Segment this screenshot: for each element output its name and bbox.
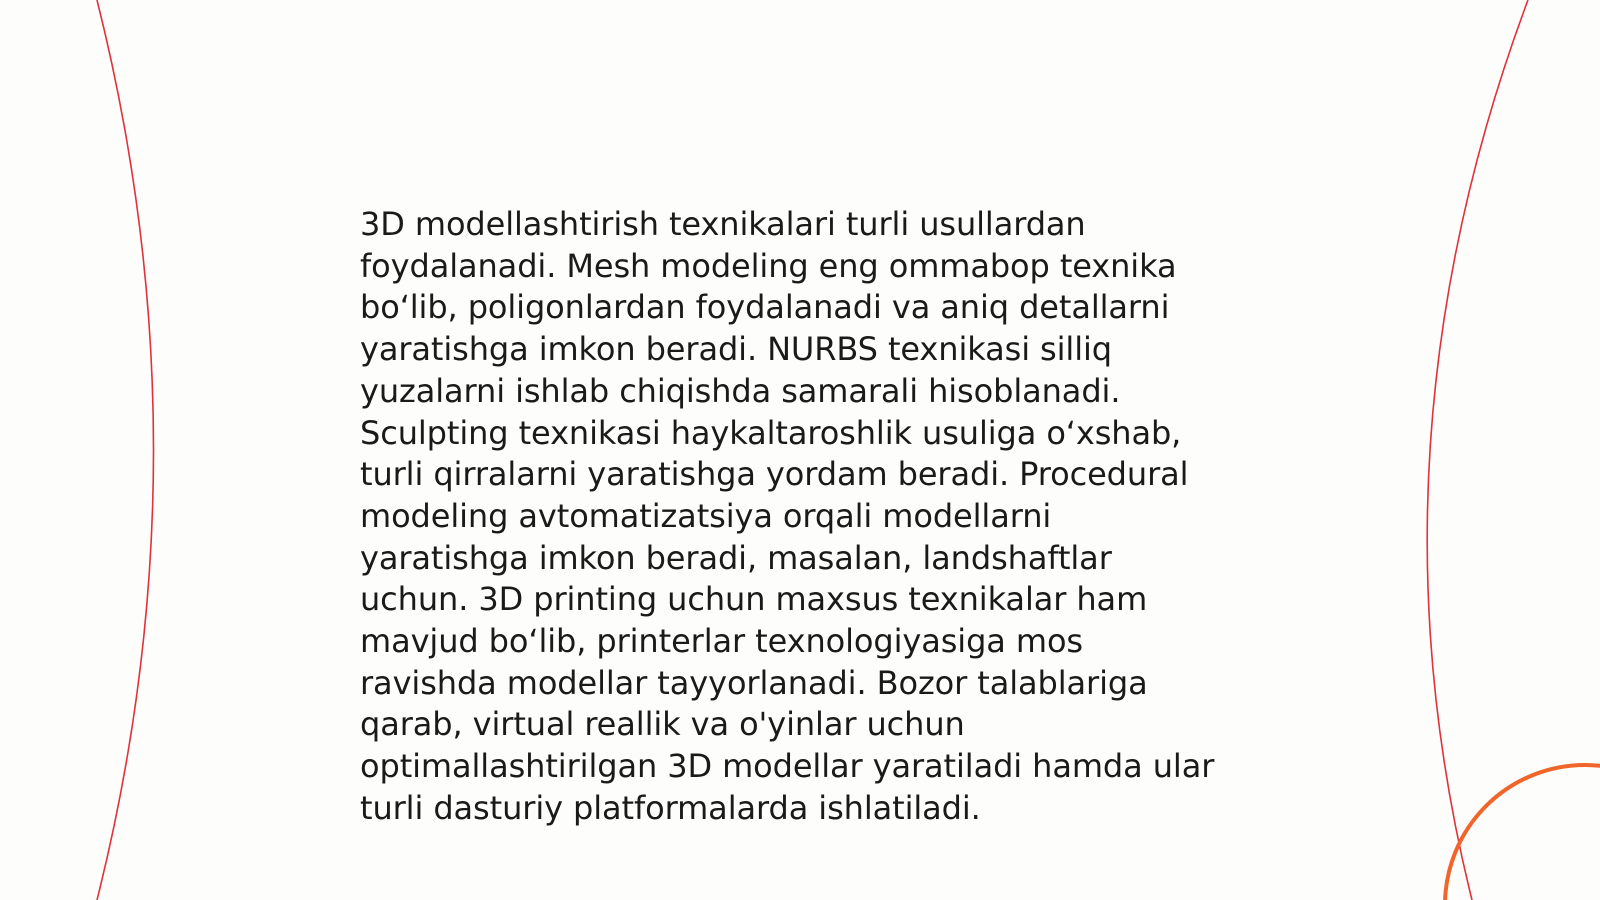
text-line: bo‘lib, poligonlardan foydalanadi va aniq detallarni: [360, 288, 1170, 327]
accent-circle: [1445, 765, 1600, 900]
text-line: yuzalarni ishlab chiqishda samarali hisoblanadi.: [360, 371, 1121, 410]
left-arc-line: [97, 0, 154, 900]
text-line: 3D modellashtirish texnikalari turli usullardan: [360, 205, 1086, 243]
text-line: qarab, virtual reallik va o'yinlar uchun: [360, 705, 965, 744]
right-arc-line: [1427, 0, 1528, 900]
text-line: optimallashtirilgan 3D modellar yaratiladi hamda ular: [360, 747, 1215, 786]
text-line: Sculpting texnikasi haykaltaroshlik usuliga o‘xshab,: [360, 413, 1182, 452]
text-line: mavjud bo‘lib, printerlar texnologiyasiga mos: [360, 622, 1084, 661]
text-line: modeling avtomatizatsiya orqali modellarni: [360, 496, 1052, 535]
text-line: yaratishga imkon beradi, masalan, landshaftlar: [360, 538, 1112, 577]
text-line: uchun. 3D printing uchun maxsus texnikalar ham: [360, 580, 1148, 619]
text-line: turli qirralarni yaratishga yordam beradi. Procedural: [360, 455, 1189, 494]
body-paragraph: [360, 204, 1260, 830]
text-line: foydalanadi. Mesh modeling eng ommabop texnika: [360, 246, 1177, 285]
text-line: ravishda modellar tayyorlanadi. Bozor talablariga: [360, 663, 1148, 702]
text-line: turli dasturiy platformalarda ishlatiladi.: [360, 788, 981, 827]
text-line: yaratishga imkon beradi. NURBS texnikasi silliq: [360, 330, 1113, 369]
